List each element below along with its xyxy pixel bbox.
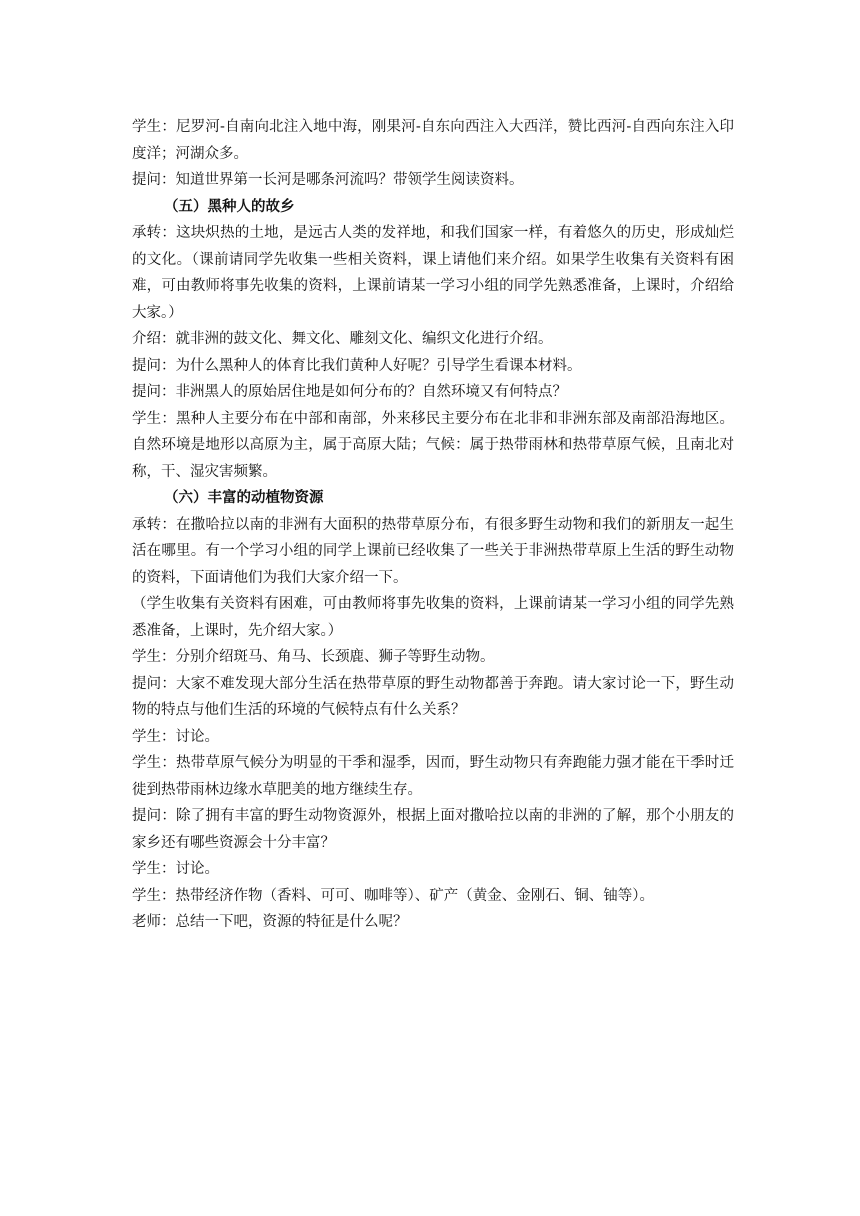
paragraph-transition-culture: 承转：这块炽热的土地，是远古人类的发祥地，和我们国家一样，有着悠久的历史，形成灿烂的文化。（课前请同学先收集一些相关资料，课上请他们来介绍。如果学生收集有关资料有困难，可由教师将事先收集的资料，上课前请某一学习小组的同学先熟悉准备，上课时，介绍给大家。）: [132, 225, 734, 321]
paragraph-student-discuss-1: 学生：讨论。: [132, 728, 219, 745]
paragraph-note-materials: （学生收集有关资料有困难，可由教师将事先收集的资料，上课前请某一学习小组的同学先熟悉准备，上课时，先介绍大家。）: [132, 596, 734, 639]
paragraph-teacher-summary: 老师：总结一下吧，资源的特征是什么呢？: [132, 914, 408, 930]
paragraph-question-resources: 提问：除了拥有丰富的野生动物资源外，根据上面对撒哈拉以南的非洲的了解，那个小朋友的家乡还有哪些资源会十分丰富？: [132, 808, 734, 851]
paragraph-student-distribution: 学生：黑种人主要分布在中部和南部，外来移民主要分布在北非和非洲东部及南部沿海地区。自然环境是地形以高原为主，属于高原大陆；气候：属于热带雨林和热带草原气候，且南北对称，干、湿灾害频繁。: [132, 410, 734, 480]
paragraph-student-climate: 学生：热带草原气候分为明显的干季和湿季，因而，野生动物只有奔跑能力强才能在干季时迁徙到热带雨林边缘水草肥美的地方继续生存。: [132, 755, 734, 798]
paragraph-question-distribution: 提问：非洲黑人的原始居住地是如何分布的？自然环境又有何特点？: [132, 384, 567, 400]
paragraph-student-crops-minerals: 学生：热带经济作物（香料、可可、咖啡等）、矿产（黄金、金刚石、铜、铀等）。: [132, 887, 654, 904]
paragraph-question-longest-river: 提问：知道世界第一长河是哪条河流吗？带领学生阅读资料。: [132, 172, 524, 188]
section-heading-five: （五）黑种人的故乡: [164, 198, 295, 215]
paragraph-student-rivers: 学生：尼罗河-自南向北注入地中海，刚果河-自东向西注入大西洋，赞比西河-自西向东注入印度洋；河湖众多。: [132, 119, 734, 162]
paragraph-question-running: 提问：大家不难发现大部分生活在热带草原的野生动物都善于奔跑。请大家讨论一下，野生动物的特点与他们生活的环境的气候特点有什么关系？: [132, 675, 734, 718]
paragraph-question-sports: 提问：为什么黑种人的体育比我们黄种人好呢？引导学生看课本材料。: [132, 357, 582, 374]
section-heading-six: （六）丰富的动植物资源: [164, 490, 324, 506]
paragraph-transition-wildlife: 承转：在撒哈拉以南的非洲有大面积的热带草原分布，有很多野生动物和我们的新朋友一起生活在哪里。有一个学习小组的同学上课前已经收集了一些关于非洲热带草原上生活的野生动物的资料，下面请他们为我们大家介绍一下。: [132, 516, 734, 586]
paragraph-student-discuss-2: 学生：讨论。: [132, 861, 219, 877]
paragraph-introduce-culture: 介绍：就非洲的鼓文化、舞文化、雕刻文化、编织文化进行介绍。: [132, 331, 553, 347]
paragraph-student-animals: 学生：分别介绍斑马、角马、长颈鹿、狮子等野生动物。: [132, 649, 495, 665]
document-body: [132, 114, 734, 936]
